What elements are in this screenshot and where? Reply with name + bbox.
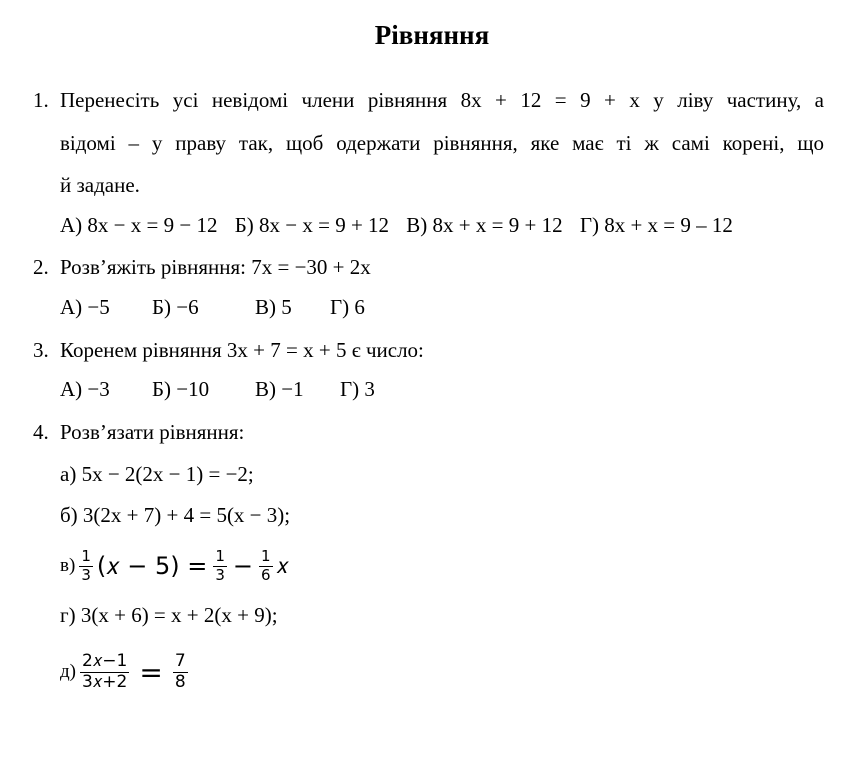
fraction-denominator: 3 (81, 565, 91, 584)
task-2-option-g: Г) 6 (330, 295, 365, 319)
task-1-option-a: А) 8х − х = 9 − 12 (60, 213, 218, 237)
task-4-item-g: г) 3(х + 6) = х + 2(х + 9); (60, 603, 278, 627)
fraction-denominator: 6 (261, 565, 271, 584)
fraction-lhs (80, 652, 129, 692)
task-2-option-a: А) −5 (60, 295, 110, 319)
task-3-option-v: В) −1 (255, 377, 304, 401)
task-3-number: 3. (33, 338, 49, 362)
task-1-text-line-2: відомі – у праву так, щоб одержати рівняння, яке має ті ж самі корені, що (60, 131, 824, 155)
task-1-options (60, 213, 733, 238)
equals-sign: = (139, 655, 163, 689)
task-4-item-d-label: д) (60, 661, 76, 682)
variable-x: 𝑥 (276, 553, 289, 579)
task-4-number: 4. (33, 420, 49, 444)
task-3-option-g: Г) 3 (340, 377, 375, 401)
fraction-denominator: 8 (174, 671, 186, 692)
task-3-options (60, 377, 375, 402)
task-4-text: Розв’язати рівняння: (60, 420, 245, 444)
task-4-item-b: б) 3(2х + 7) + 4 = 5(х − 3); (60, 503, 291, 527)
task-2-option-v: В) 5 (255, 295, 292, 319)
fraction-numerator: 1 (215, 547, 225, 566)
task-4-item-v-label: в) (60, 555, 76, 576)
fraction-one-sixth (259, 548, 273, 584)
task-1-option-v: В) 8х + х = 9 + 12 (406, 213, 563, 237)
fraction-numerator: 1 (261, 547, 271, 566)
task-3-option-b: Б) −10 (152, 377, 210, 401)
task-1-text-line-3: й задане. (60, 173, 140, 197)
fraction-numerator: 1 (81, 547, 91, 566)
fraction-numerator: 2𝑥−1 (82, 650, 128, 671)
fraction-rhs (173, 652, 188, 692)
task-2-number: 2. (33, 255, 49, 279)
task-3-text: Коренем рівняння 3х + 7 = х + 5 є число: (60, 338, 424, 362)
task-3-option-a: А) −3 (60, 377, 110, 401)
task-1-number: 1. (33, 88, 49, 112)
task-4-item-d (60, 640, 188, 704)
task-2-options (60, 295, 365, 320)
fraction-one-third (79, 548, 93, 584)
minus-sign: − (232, 552, 253, 580)
task-2-text: Розв’яжіть рівняння: 7х = −30 + 2х (60, 255, 371, 279)
fraction-denominator: 3𝑥+2 (82, 671, 128, 692)
task-2-option-b: Б) −6 (152, 295, 199, 319)
task-1-text-line-1: Перенесіть усі невідомі члени рівняння 8х + 12 = 9 + х у ліву частину, а (60, 88, 824, 112)
task-4-item-a: а) 5х − 2(2х − 1) = −2; (60, 462, 254, 486)
task-1-option-g: Г) 8х + х = 9 – 12 (579, 213, 733, 237)
task-1-option-b: Б) 8х − х = 9 + 12 (234, 213, 390, 237)
fraction-one-third-rhs (213, 548, 227, 584)
task-4-item-v (60, 540, 289, 592)
fraction-numerator: 7 (174, 650, 186, 671)
fraction-denominator: 3 (215, 565, 225, 584)
page-title: Рівняння (374, 20, 490, 50)
task-4-item-v-middle: (𝑥 − 5) = (96, 552, 208, 580)
